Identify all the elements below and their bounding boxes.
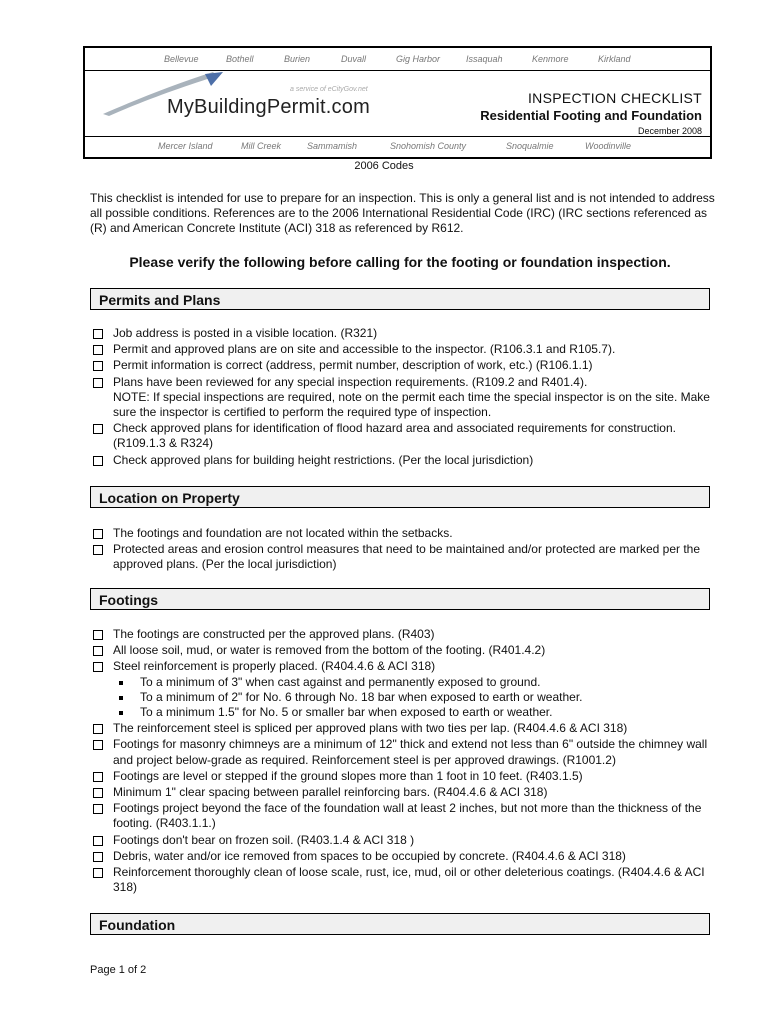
checklist-item (90, 342, 715, 357)
section-location-on-property (90, 486, 710, 508)
checkbox[interactable] (93, 804, 103, 814)
checklist-item (90, 326, 715, 341)
item-text: Debris, water and/or ice removed from spaces to be occupied by concrete. (R404.4.6 & ACI 318) (113, 848, 626, 863)
section-title: Location on Property (99, 490, 240, 506)
checkbox[interactable] (93, 329, 103, 339)
city-link[interactable]: Snoqualmie (506, 141, 554, 151)
city-link[interactable]: Kenmore (532, 54, 569, 64)
checkbox[interactable] (93, 788, 103, 798)
logo-tagline: a service of eCityGov.net (290, 86, 368, 93)
checklist-item (90, 865, 715, 895)
city-link[interactable]: Mill Creek (241, 141, 282, 151)
checkbox[interactable] (93, 852, 103, 862)
special-inspection-note: NOTE: If special inspections are required, note on the permit each time the special inspector is on the site. Make sure the inspector is certified to perform the required type of inspection. (113, 389, 710, 420)
item-text: Minimum 1" clear spacing between parallel reinforcing bars. (R404.4.6 & ACI 318) (113, 785, 548, 800)
location-checklist (90, 526, 715, 574)
checklist-item (90, 421, 715, 451)
checklist-title: INSPECTION CHECKLIST (527, 90, 702, 106)
item-text: Plans have been reviewed for any special inspection requirements. (R109.2 and R401.4). (113, 374, 588, 389)
permits-checklist (90, 326, 715, 469)
checklist-item (90, 542, 715, 572)
section-title: Permits and Plans (99, 292, 221, 308)
checklist-item (90, 375, 715, 421)
checkbox[interactable] (93, 740, 103, 750)
checkbox[interactable] (93, 345, 103, 355)
section-title: Foundation (99, 917, 176, 933)
cities-row-top (85, 48, 710, 71)
checkbox[interactable] (93, 772, 103, 782)
checkbox[interactable] (93, 456, 103, 466)
item-text: Permit and approved plans are on site and accessible to the inspector. (R106.3.1 and R105.7). (113, 342, 616, 357)
checklist-item (90, 526, 715, 541)
item-text: The footings and foundation are not located within the setbacks. (113, 526, 453, 540)
checklist-item (90, 659, 715, 720)
checklist-item (90, 785, 715, 800)
checkbox[interactable] (93, 836, 103, 846)
section-foundation (90, 913, 710, 935)
item-text: Job address is posted in a visible location. (R321) (113, 326, 378, 340)
checklist-item (90, 358, 715, 373)
checkbox[interactable] (93, 361, 103, 371)
item-text: All loose soil, mud, or water is removed from the bottom of the footing. (R401.4.2) (113, 643, 546, 658)
checklist-date: December 2008 (637, 126, 702, 136)
codes-label: 2006 Codes (354, 160, 414, 172)
section-title: Footings (99, 592, 159, 608)
checkbox[interactable] (93, 630, 103, 640)
section-footings (90, 588, 710, 610)
section-permits-and-plans (90, 288, 710, 310)
cities-row-bottom (85, 136, 710, 157)
checklist-item (90, 769, 715, 784)
checkbox[interactable] (93, 529, 103, 539)
checklist-item (90, 721, 715, 736)
city-link[interactable]: Duvall (341, 54, 367, 64)
checklist-item (90, 453, 715, 468)
item-text: The footings are constructed per the approved plans. (R403) (113, 627, 435, 641)
checkbox[interactable] (93, 424, 103, 434)
item-text: Check approved plans for building height restrictions. (Per the local jurisdiction) (113, 452, 534, 467)
item-text: Footings don't bear on frozen soil. (R403.1.4 & ACI 318 ) (113, 832, 415, 847)
checkbox[interactable] (93, 545, 103, 555)
checklist-subtitle: Residential Footing and Foundation (480, 108, 702, 123)
city-link[interactable]: Kirkland (598, 54, 631, 64)
bullet-item: To a minimum of 3" when cast against and permanently exposed to ground. (113, 675, 715, 690)
checklist-item (90, 737, 715, 767)
city-link[interactable]: Mercer Island (158, 141, 213, 151)
city-link[interactable]: Burien (284, 54, 311, 64)
checkbox[interactable] (93, 724, 103, 734)
checklist-item (90, 849, 715, 864)
item-text: The reinforcement steel is spliced per approved plans with two ties per lap. (R404.4.6 & ACI 318) (113, 721, 628, 736)
city-link[interactable]: Issaquah (466, 54, 503, 64)
city-link[interactable]: Bothell (226, 54, 254, 64)
item-text: Check approved plans for identification of flood hazard area and associated requirements for construction. (R109.1.3 & R324) (113, 421, 676, 451)
checklist-item (90, 801, 715, 831)
item-text: Protected areas and erosion control measures that need to be maintained and/or protected are marked per the approved plans. (Per the local jurisdiction) (113, 542, 701, 572)
mybuildingpermit-logo (95, 70, 395, 140)
checkbox[interactable] (93, 646, 103, 656)
item-text: Footings are level or stepped if the ground slopes more than 1 foot in 10 feet. (R403.1.5) (113, 768, 583, 783)
checkbox[interactable] (93, 378, 103, 388)
intro-paragraph: This checklist is intended for use to prepare for an inspection. This is only a general list and is not intended to address all possible conditions. References are to the 2006 International Residential Code (IRC) (IRC sections referenced as (R) and American Concrete Institute (ACI) 318 as referenced by R612. (90, 191, 715, 235)
page-number: Page 1 of 2 (90, 964, 147, 976)
cover-requirements-list (113, 675, 715, 721)
checkbox[interactable] (93, 662, 103, 672)
city-link[interactable]: Sammamish (307, 141, 358, 151)
checklist-item (90, 627, 715, 642)
logo-text: MyBuildingPermit.com (167, 96, 370, 118)
item-text: Reinforcement thoroughly clean of loose scale, rust, ice, mud, oil or other deleterious coatings. (R404.4.6 & ACI 318) (113, 865, 705, 895)
checklist-item (90, 833, 715, 848)
city-link[interactable]: Bellevue (164, 54, 199, 64)
bullet-item: To a minimum 1.5" for No. 5 or smaller bar when exposed to earth or weather. (113, 705, 715, 720)
checklist-item (90, 643, 715, 658)
document-header (83, 46, 712, 159)
bullet-item: To a minimum of 2" for No. 6 through No. 18 bar when exposed to earth or weather. (113, 690, 715, 705)
item-text: Permit information is correct (address, permit number, description of work, etc.) (R106.1.1) (113, 358, 593, 373)
city-link[interactable]: Gig Harbor (396, 54, 441, 64)
item-text: Steel reinforcement is properly placed. (R404.4.6 & ACI 318) (113, 659, 436, 674)
checkbox[interactable] (93, 868, 103, 878)
city-link[interactable]: Woodinville (585, 141, 632, 151)
city-link[interactable]: Snohomish County (390, 141, 467, 151)
verify-heading: Please verify the following before calling for the footing or foundation inspection. (129, 254, 671, 270)
footings-checklist (90, 627, 715, 896)
item-text: Footings for masonry chimneys are a minimum of 12" thick and extend not less than 6" outside the chimney wall and project below-grade as required. Reinforcement steel is per approved drawings. (R1001.2) (113, 737, 708, 767)
item-text: Footings project beyond the face of the foundation wall at least 2 inches, but not more than the thickness of the footing. (R403.1.1.) (113, 801, 702, 831)
